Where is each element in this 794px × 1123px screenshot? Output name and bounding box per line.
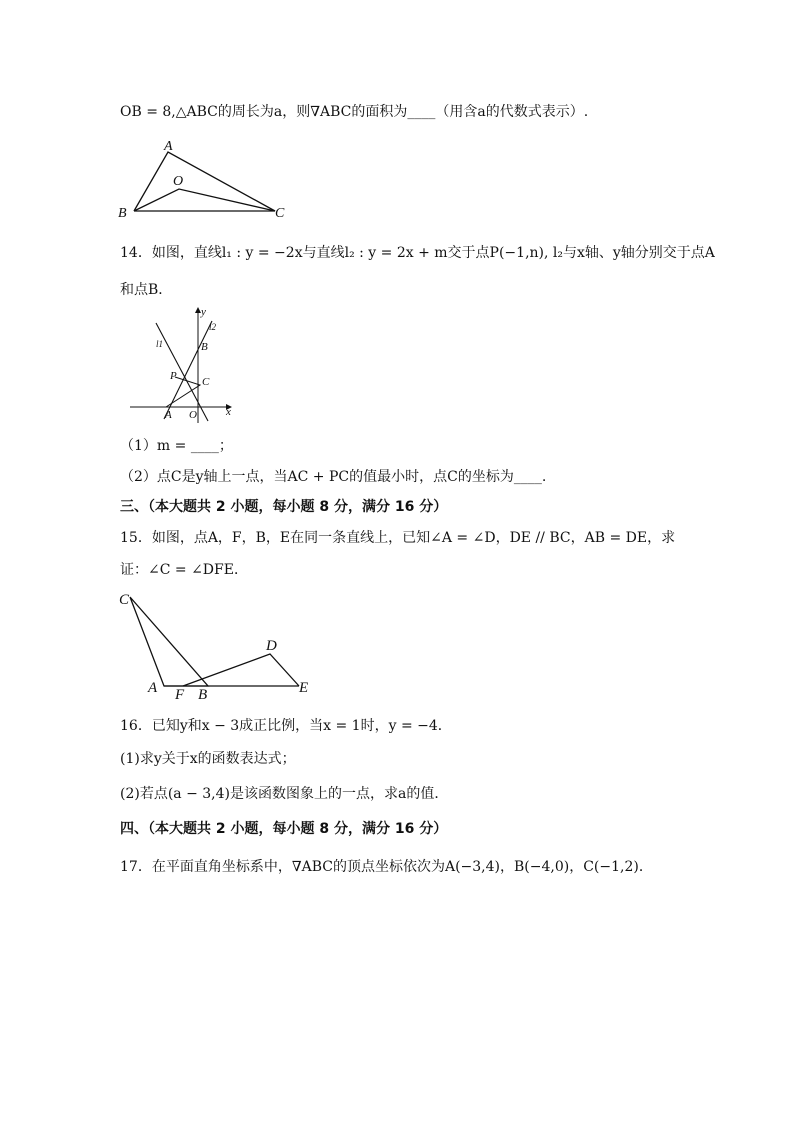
- q13-label-B: B: [118, 206, 127, 221]
- q15-label-A: A: [148, 680, 158, 696]
- q14-label-B: B: [201, 341, 208, 353]
- q13-label-O: O: [173, 174, 184, 189]
- q15-label-F: F: [175, 687, 185, 703]
- q15-label-B: B: [198, 687, 208, 703]
- q16-part-2: (2)若点(a − 3,4)是该函数图象上的一点，求a的值．: [120, 786, 449, 802]
- q13-stem-line: OB = 8,△ABC的周长为a，则∇ABC的面积为____（用含a的代数式表示）.: [120, 104, 589, 120]
- q15-label-E: E: [299, 680, 309, 696]
- q13-triangle-figure: [118, 138, 298, 224]
- q16-stem: 16．已知y和x − 3成正比例，当x = 1时，y = −4．: [120, 718, 452, 734]
- q14-label-x: x: [226, 406, 231, 418]
- q15-label-C: C: [119, 592, 130, 608]
- q14-label-y: y: [201, 306, 206, 318]
- section-3-title: 三、（本大题共 2 小题，每小题 8 分，满分 16 分）: [120, 499, 448, 515]
- q14-graph-figure: [128, 305, 240, 427]
- q15-stem-line-1: 15．如图，点A，F，B，E在同一条直线上，已知∠A = ∠D，DE // BC，AB = DE，求: [120, 530, 676, 546]
- q15-label-D: D: [266, 638, 277, 654]
- q16-part-1: (1)求y关于x的函数表达式；: [120, 751, 296, 767]
- q14-label-C: C: [202, 376, 210, 388]
- q14-part-1: （1）m = ____；: [120, 438, 233, 454]
- q15-stem-line-2: 证：∠C = ∠DFE．: [120, 562, 248, 578]
- section-4-title: 四、（本大题共 2 小题，每小题 8 分，满分 16 分）: [120, 821, 448, 837]
- q14-label-l1: l1: [156, 339, 164, 349]
- q14-part-2: （2）点C是y轴上一点，当AC + PC的值最小时，点C的坐标为____.: [120, 469, 547, 485]
- q15-triangles-figure: [116, 588, 326, 703]
- q14-label-l2: l2: [209, 322, 217, 332]
- q17-stem: 17．在平面直角坐标系中，∇ABC的顶点坐标依次为A(−3,4)，B(−4,0)，C(−1,2)．: [120, 859, 653, 875]
- q14-label-A: A: [165, 409, 172, 421]
- q13-label-A: A: [164, 139, 173, 154]
- q14-stem-line-2: 和点B．: [120, 282, 173, 298]
- q14-stem-line-1: 14．如图，直线l₁ : y = −2x与直线l₂ : y = 2x + m交于点P(−1,n), l₂与x轴、y轴分别交于点A: [120, 245, 715, 261]
- q14-label-O: O: [189, 409, 197, 421]
- q13-label-C: C: [275, 206, 285, 221]
- q14-label-P: P: [170, 370, 177, 382]
